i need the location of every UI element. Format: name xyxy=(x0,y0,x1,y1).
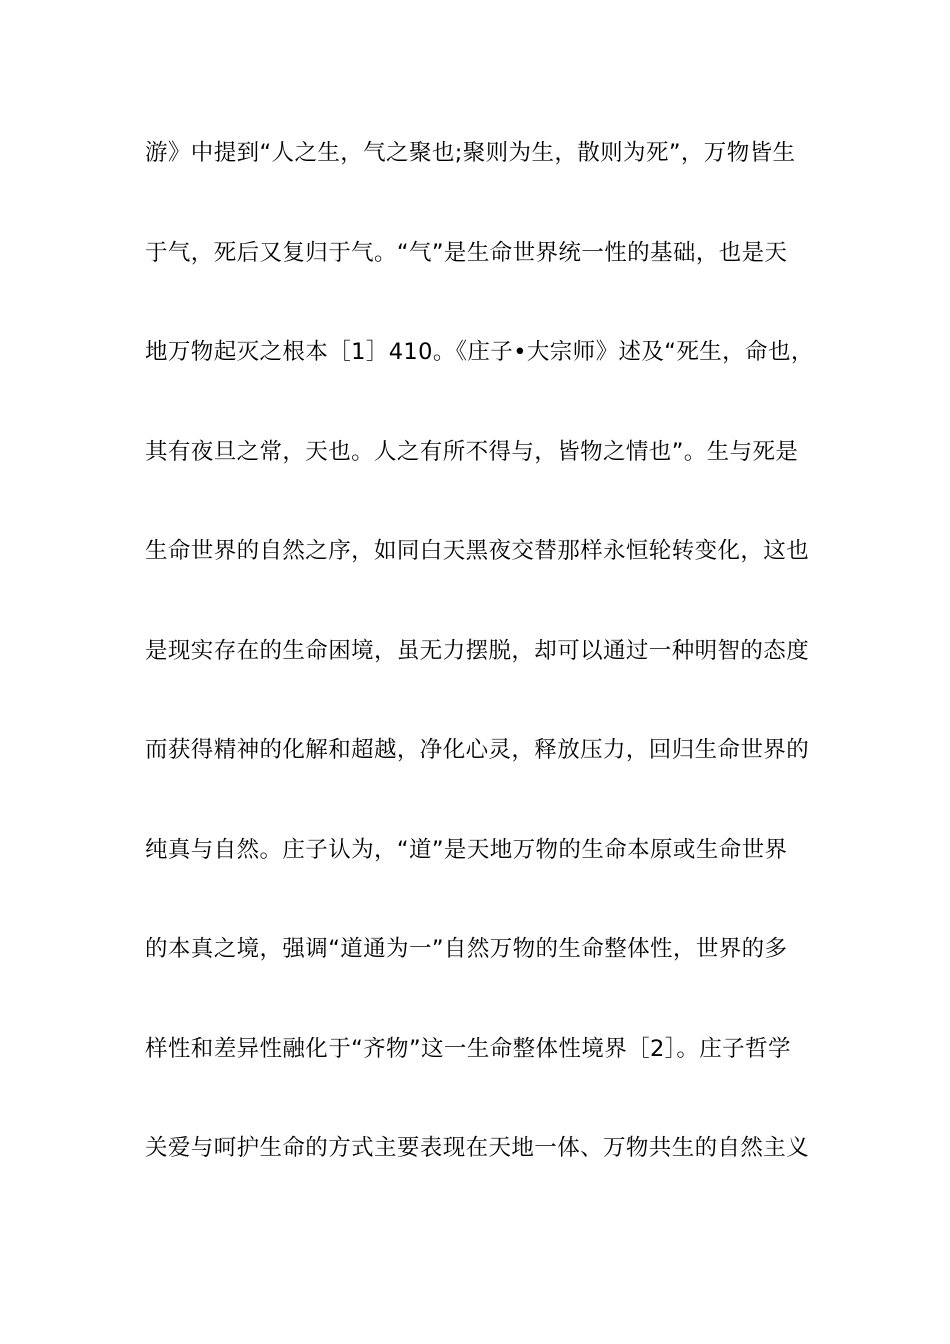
body-text xyxy=(145,131,825,1226)
text-line: 样性和差异性融化于“齐物”这一生命整体性境界［2］。庄子哲学 xyxy=(145,1035,791,1062)
text-line: 生命世界的自然之序，如同白天黑夜交替那样永恒轮转变化，这也 xyxy=(145,538,810,564)
text-line: 纯真与自然。庄子认为，“道”是天地万物的生命本原或生命世界 xyxy=(145,836,788,863)
text-line: 是现实存在的生命困境，虽无力摆脱，却可以通过一种明智的态度 xyxy=(145,637,810,664)
text-line: 关爱与呵护生命的方式主要表现在天地一体、万物共生的自然主义 xyxy=(145,1135,810,1161)
text-line: 地万物起灭之根本［1］410。《庄子•大宗师》述及“死生，命也， xyxy=(145,339,814,365)
text-line: 而获得精神的化解和超越，净化心灵，释放压力，回归生命世界的 xyxy=(145,737,810,763)
text-line: 其有夜旦之常，天也。人之有所不得与，皆物之情也”。生与死是 xyxy=(145,438,799,465)
text-line: 游》中提到“人之生，气之聚也;聚则为生，散则为死”，万物皆生 xyxy=(145,140,796,166)
text-line: 的本真之境，强调“道通为一”自然万物的生命整体性，世界的多 xyxy=(145,936,788,962)
text-line: 于气，死后又复归于气。“气”是生命世界统一性的基础，也是天 xyxy=(145,239,788,266)
